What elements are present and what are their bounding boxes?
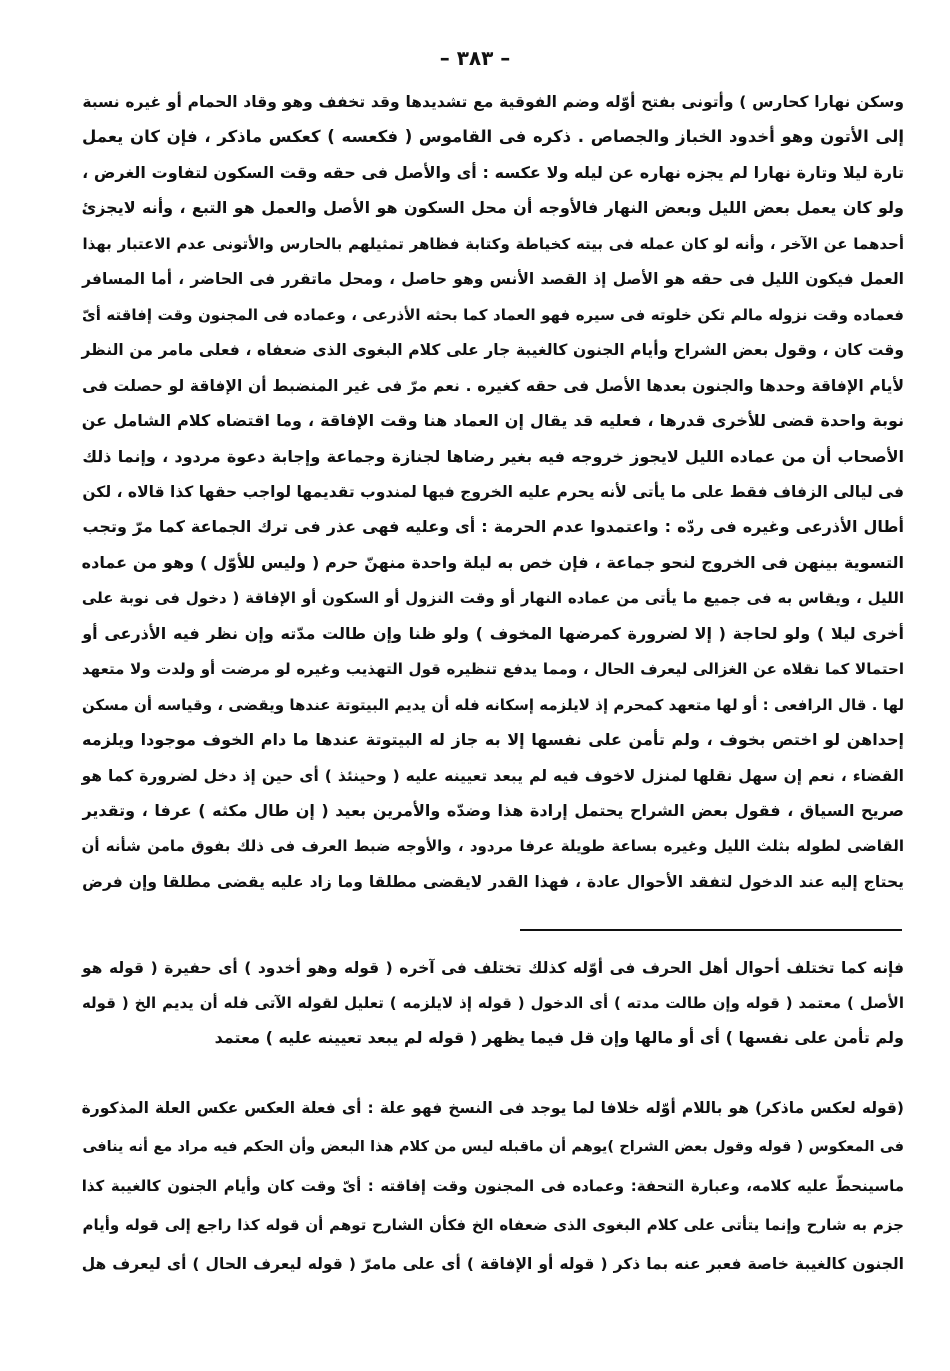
text-line: ماسينحطّ عليه كلامه، وعبارة التحفة: وعماده فى المجنون وقت إفاقته : أىّ وقت كان وأيام الجنون كالغيبة كذا (81, 1177, 904, 1195)
text-line: نوبة واحدة قضى للأخرى قدرها ، فعليه قد يقال إن العماد هنا وقت الإفاقة ، وما اقتضاه كلام الشامل عن (81, 411, 904, 431)
text-line: القاضى لطوله بثلث الليل وغيره بساعة طويلة عرفا مردود ، والأوجه ضبط العرف فى ذلك بفوق مامن شأنه أن (81, 837, 904, 856)
text-line: إحداهن لو اختص بخوف ، ولم تأمن على نفسها إلا به جاز له البيتوتة عندها ما دام الخوف موجودا ويلزمه (82, 730, 904, 750)
text-line: صريح السياق ، فقول بعض الشراح يحتمل إرادة هذا وضدّه والأمرين بعيد ( إن طال مكثه ) عرفا ، وتقدير (82, 801, 904, 820)
text-line: تارة ليلا وتارة نهارا لم يجزه نهاره عن ليله ولا عكسه : أى والأصل فى حقه وقت السكون لتفاوت الغرض ، (82, 162, 904, 182)
text-line: العمل فيكون الليل فى حقه هو الأصل إذ القصد الأنس وهو حاصل ، ومحل ماتقرر فى الحاضر ، أما المسافر (82, 270, 904, 289)
text-line: الجنون كالغيبة خاصة فعبر عنه بما ذكر ( قوله أو الإفاقة ) أى على مامرّ ( قوله ليعرف الحال ) أى ليعرف هل (81, 1255, 904, 1273)
text-line: احتمالا كما نقلاه عن الغزالى ليعرف الحال ، ومما يدفع تنظيره قول التهذيب وغيره لو مرضت أو ولدت ولا متعهد (82, 660, 904, 679)
text-line: فى ليالى الزفاف فقط على ما يأتى لأنه يحرم عليه الخروج فيها لمندوب تقديمها لواجب حقها كذا قالاه ، لكن (82, 482, 904, 501)
text-line: أطال الأذرعى وغيره فى ردّه : واعتمدوا عدم الحرمة : أى وعليه فهى عذر فى ترك الجماعة كما مرّ وتجب (82, 517, 904, 537)
page-number: – ٣٨٣ – (439, 46, 511, 70)
text-line: القضاء ، نعم إن سهل نقلها لمنزل لاخوف فيه لم يبعد تعيينه عليه ( وحينئذ ) أى حين إذ دخل لضرورة كما هو (81, 766, 904, 785)
text-line: فى المعكوس ( قوله وقول بعض الشراح )يوهم أن ماقبله ليس من كلام هذا البعض وأن الحكم فيه مراد مع أنه ينافى (82, 1139, 904, 1155)
text-line: لأيام الإفاقة وحدها والجنون بعدها الأصل فى حقه كغيره . نعم مرّ فى غير المنضبط أن الإفاقة لو حصلت فى (82, 376, 904, 395)
text-line: (قوله لعكس ماذكر) هو باللام أوّله خلافا لما يوجد فى النسخ فهو علة : أى فعلة العكس عكس العلة المذكورة (81, 1099, 904, 1117)
text-line: وقت كان ، وقول بعض الشراح وأيام الجنون كالغيبة جار على كلام البغوى الذى ضعفاه ، فعلى مامر من النظر (81, 341, 904, 360)
text-line: الأصحاب أن من عماده الليل لايجوز خروجه فيه بغير رضاها لجنازة وجماعة وإجابة دعوة مردود ، وإنما ذلك (82, 446, 904, 466)
text-line: وسكن نهارا كحارس ) وأتونى بفتح أوّله وضم الفوقية مع تشديدها وقد تخفف وهو وقاد الحمام أو غيره نسبة (82, 93, 904, 111)
text-line: إلى الأتون وهو أخدود الخباز والجصاص . ذكره فى القاموس ( فكعسه ) كعكس ماذكر ، فإن كان يعمل (82, 127, 904, 147)
text-line: فإنه كما تختلف أحوال أهل الحرف فى أوّله كذلك تختلف فى آخره ( قوله وهو أخدود ) أى حفيرة ( قوله هو (81, 959, 904, 977)
text-line: الأصل ) معتمد ( قوله وإن طالت مدته ) أى الدخول ( قوله إذ لايلزمه ) تعليل لقوله الآتى فله أن يديم الخ ( قوله (81, 994, 904, 1012)
text-line: الليل ، ويقاس به فى جميع ما يأتى من عماده النهار أو وقت النزول أو السكون أو الإفاقة ( دخول فى نوبة على (81, 589, 904, 608)
footnote-divider (520, 929, 902, 931)
text-line: أخرى ليلا ) ولو لحاجة ( إلا لضرورة كمرضها المخوف ) ولو ظنا وإن طالت مدّته وإن نظر فيه الأذرعى أو (82, 623, 904, 643)
text-line: ولو كان يعمل بعض الليل وبعض النهار فالأوجه أن محل السكون هو الأصل والعمل هو التبع ، وأنه لايجزئ (81, 198, 904, 218)
text-line: فعماده وقت نزوله مالم تكن خلوته فى سيره فهو العماد كما بحثه الأذرعى ، وعماده فى المجنون وقت إفاقته أىّ (81, 305, 904, 324)
text-line: أحدهما عن الآخر ، وأنه لو كان عمله فى بيته كخياطة وكتابة فظاهر تمثيلهم بالحارس والأتونى عدم الاعتبار بهذا (82, 234, 904, 253)
text-line: جزم به شارح وإنما يتأتى على كلام البغوى الذى ضعفاه الخ فكأن الشارح توهم أن قوله كذا راجع إلى قوله وأيام (82, 1216, 904, 1234)
text-line: يحتاج إليه عند الدخول لتفقد الأحوال عادة ، فهذا القدر لايقضى مطلقا وما زاد عليه يقضى مطلقا وإن فرض (82, 872, 904, 891)
text-line: لها . قال الرافعى : أو لها متعهد كمحرم إذ لايلزمه إسكانه فله أن يديم البيتوتة عندها ويقضى ، وقياسه أن مسكن (81, 695, 904, 714)
text-line: التسوية بينهن فى الخروج لنحو جماعة ، فإن خص به ليلة واحدة منهنّ حرم ( وليس للأوّل ) وهو من عماده (81, 552, 904, 572)
text-line: ولم تأمن على نفسها ) أى أو مالها وإن قل فيما يظهر ( قوله لم يبعد تعيينه عليه ) معتمد (214, 1028, 904, 1047)
